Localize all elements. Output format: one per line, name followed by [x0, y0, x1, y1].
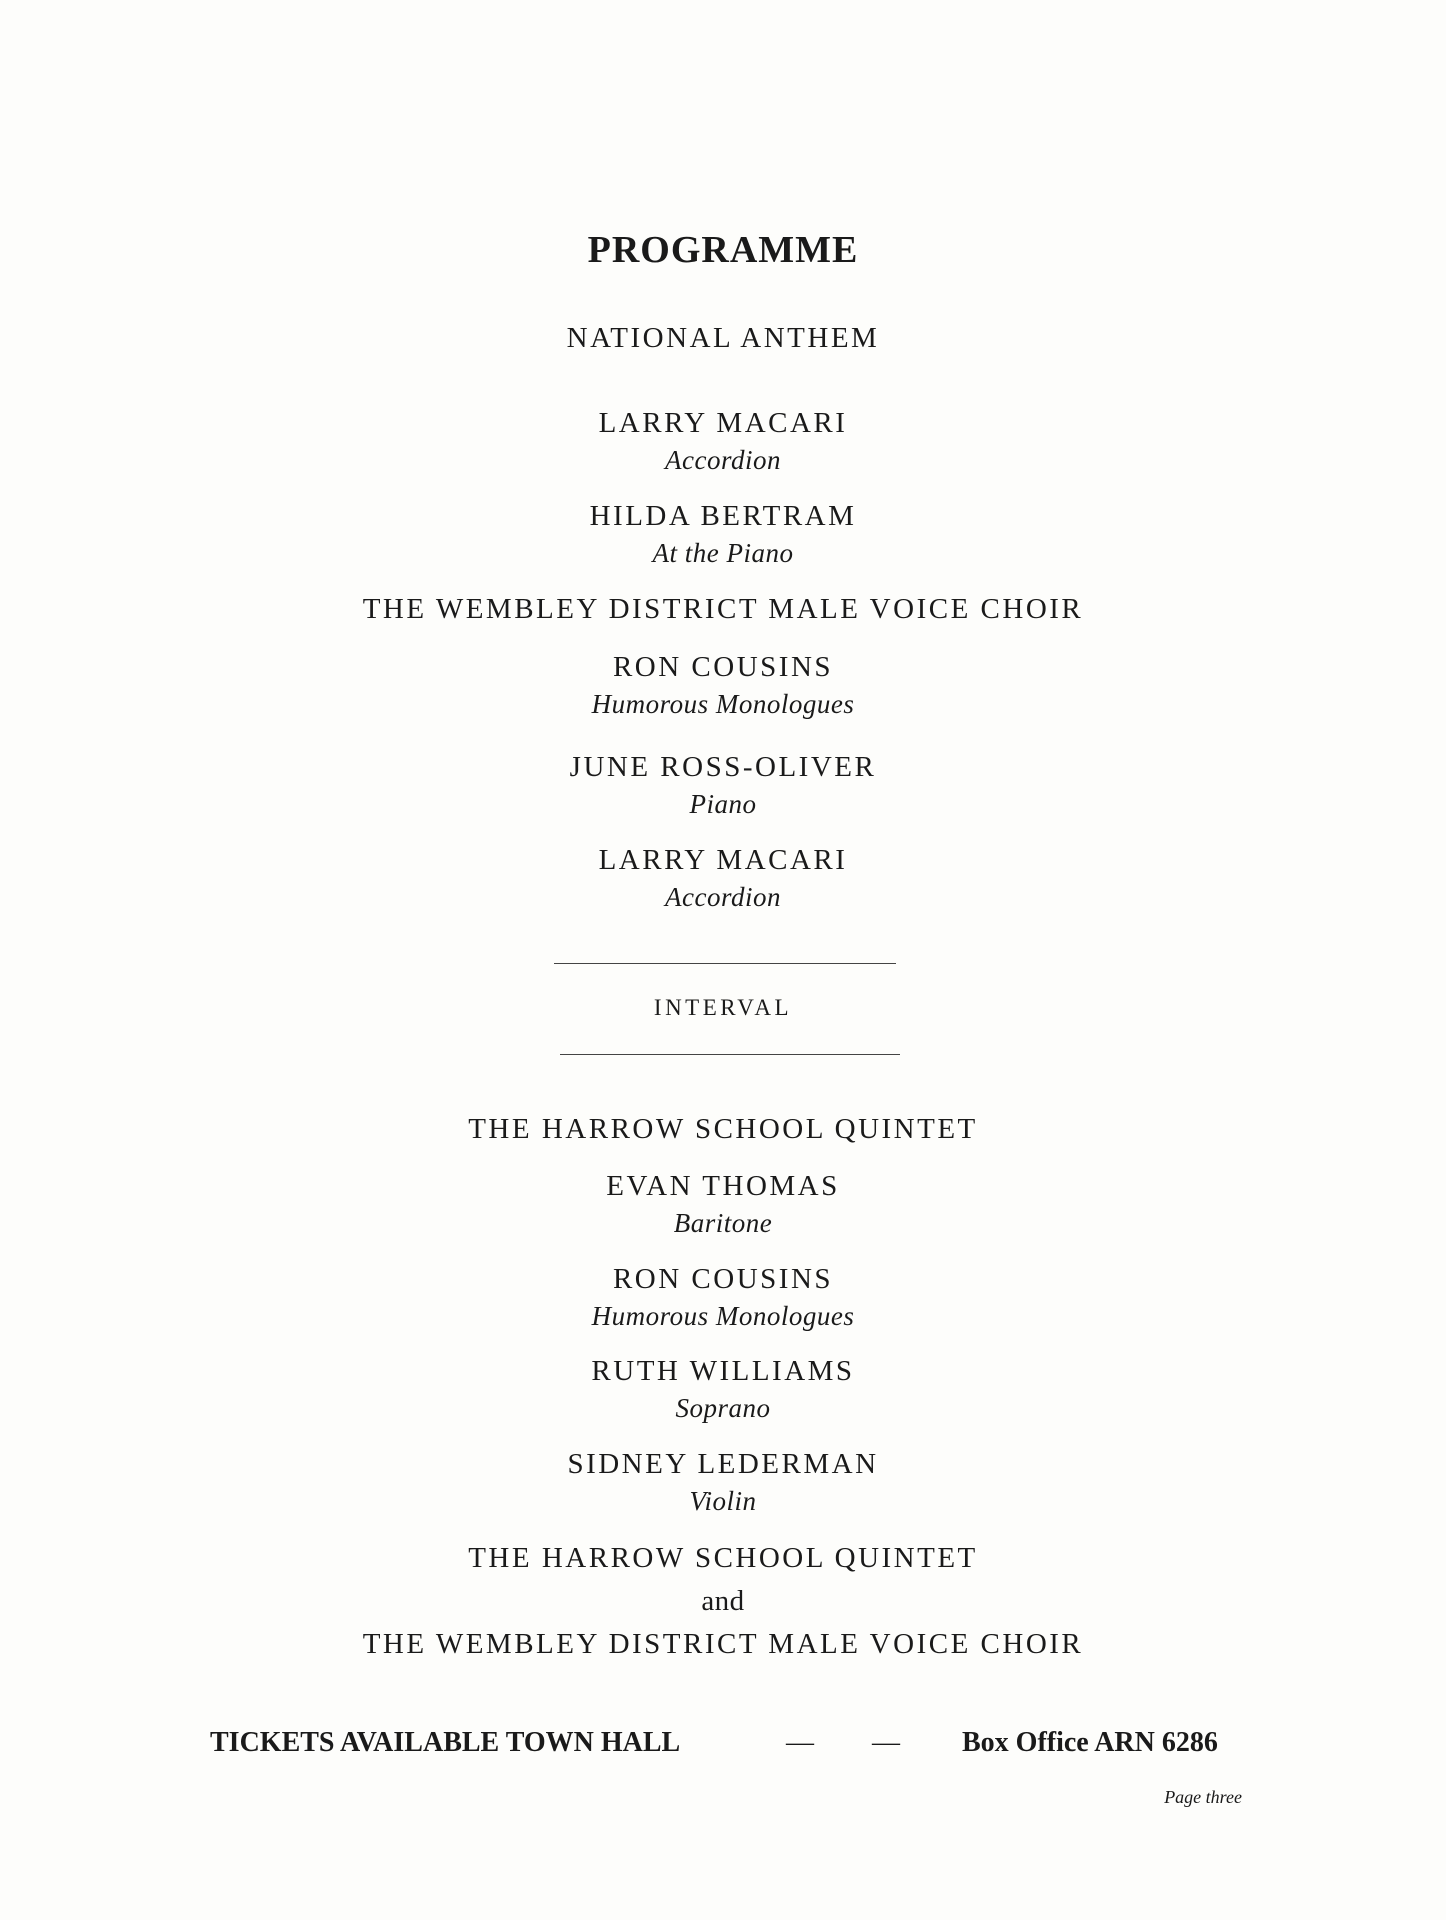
opening-item: NATIONAL ANTHEM	[566, 322, 880, 354]
finale-line-1: THE HARROW SCHOOL QUINTET	[468, 1542, 978, 1574]
performer-name: RON COUSINS	[612, 1263, 834, 1295]
tickets-info: TICKETS AVAILABLE TOWN HALL	[210, 1727, 681, 1758]
performer-role: Humorous Monologues	[591, 1301, 855, 1331]
performer-name: HILDA BERTRAM	[589, 500, 857, 532]
performer-name: EVAN THOMAS	[606, 1170, 840, 1202]
performer-name: LARRY MACARI	[598, 407, 848, 439]
interval-rule-top	[554, 963, 896, 964]
performer-role: Baritone	[673, 1208, 773, 1238]
performer-name: THE HARROW SCHOOL QUINTET	[468, 1113, 978, 1145]
finale-line-2: THE WEMBLEY DISTRICT MALE VOICE CHOIR	[362, 1628, 1084, 1660]
performer-role: Humorous Monologues	[591, 689, 855, 719]
footer-dash: —	[872, 1727, 900, 1758]
performer-name: SIDNEY LEDERMAN	[567, 1448, 879, 1480]
performer-role: Soprano	[675, 1393, 771, 1423]
performer-name: RON COUSINS	[612, 651, 834, 683]
performer-role: At the Piano	[652, 538, 794, 568]
interval-label: INTERVAL	[653, 995, 793, 1020]
page-number: Page three	[1164, 1787, 1242, 1807]
finale-conjunction: and	[701, 1585, 745, 1617]
box-office-info: Box Office ARN 6286	[962, 1727, 1218, 1758]
performer-name: RUTH WILLIAMS	[591, 1355, 855, 1387]
footer-dash: —	[786, 1727, 814, 1758]
performer-name: LARRY MACARI	[598, 844, 848, 876]
page-title: PROGRAMME	[587, 229, 859, 271]
performer-role: Accordion	[665, 882, 781, 912]
performer-role: Violin	[689, 1486, 757, 1516]
performer-role: Piano	[689, 789, 757, 819]
interval-rule-bottom	[560, 1054, 900, 1055]
performer-name: THE WEMBLEY DISTRICT MALE VOICE CHOIR	[362, 593, 1084, 625]
performer-role: Accordion	[665, 445, 781, 475]
performer-name: JUNE ROSS-OLIVER	[569, 751, 877, 783]
